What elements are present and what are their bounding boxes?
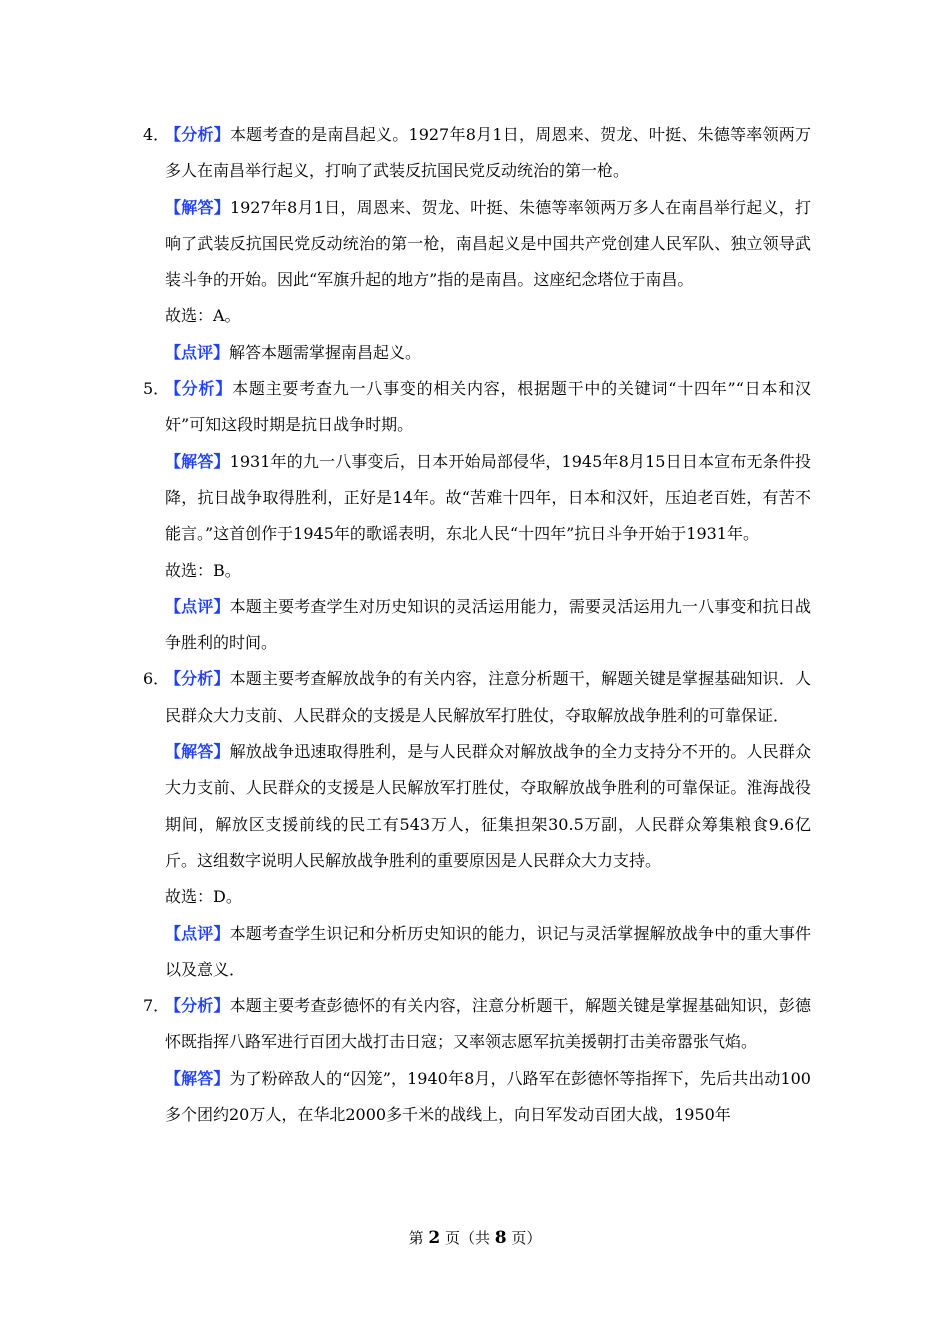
analysis-paragraph (165, 988, 811, 1061)
choice-line: 故选：A。 (165, 306, 241, 326)
choice-line: 故选：D。 (165, 887, 242, 907)
answer-tag: 【解答】 (165, 451, 230, 471)
question-6 (143, 661, 811, 988)
answer-tag: 【解答】 (165, 742, 230, 762)
question-4 (143, 117, 811, 371)
analysis-text: 本题主要考查彭德怀的有关内容，注意分析题干，解题关键是掌握基础知识，彭德怀既指挥八路军进行百团大战打击日寇；又率领志愿军抗美援朝打击美帝嚣张气焰。 (165, 996, 811, 1052)
analysis-tag: 【分析】 (165, 669, 230, 689)
analysis-tag: 【分析】 (165, 125, 230, 144)
comment-text: 本题主要考查学生对历史知识的灵活运用能力，需要灵活运用九一八事变和抗日战争胜利的时间。 (165, 596, 811, 653)
analysis-tag: 【分析】 (165, 996, 230, 1016)
comment-tag: 【点评】 (165, 342, 230, 362)
answer-text: 1927年8月1日，周恩来、贺龙、叶挺、朱德等率领两万多人在南昌举行起义，打响了武装反抗国民党反动统治的第一枪，南昌起义是中国共产党创建人民军队、独立领导武装斗争的开始。因此“军旗升起的地方”指的是南昌。这座纪念塔位于南昌。 (165, 197, 811, 290)
footer-prefix: 第 (408, 1229, 424, 1247)
analysis-text: 本题主要考查九一八事变的相关内容，根据题干中的关键词“十四年”“日本和汉奸”可知这段时期是抗日战争时期。 (165, 379, 811, 435)
answer-text: 1931年的九一八事变后，日本开始局部侵华，1945年8月15日日本宣布无条件投降，抗日战争取得胜利，正好是14年。故“苦难十四年，日本和汉奸，压迫老百姓，有苦不能言。”这首创作于1945年的歌谣表明，东北人民“十四年”抗日斗争开始于1931年。 (165, 451, 811, 544)
question-number: 6． (143, 669, 170, 689)
analysis-paragraph (165, 371, 811, 444)
comment-text: 本题考查学生识记和分析历史知识的能力，识记与灵活掌握解放战争中的重大事件以及意义． (165, 923, 811, 979)
comment-tag: 【点评】 (165, 596, 230, 616)
answer-tag: 【解答】 (165, 197, 230, 217)
question-number: 4． (143, 125, 170, 144)
footer-suffix: 页） (511, 1229, 542, 1247)
analysis-paragraph (165, 117, 811, 190)
question-7 (143, 988, 811, 1133)
answer-content (143, 117, 811, 1133)
choice-line: 故选：B。 (165, 560, 241, 580)
answer-paragraph (165, 734, 811, 879)
analysis-text: 本题主要考查解放战争的有关内容，注意分析题干，解题关键是掌握基础知识．人民群众大力支前、人民群众的支援是人民解放军打胜仗，夺取解放战争胜利的可靠保证． (165, 669, 811, 725)
footer-middle: 页（共 (444, 1229, 490, 1247)
question-5 (143, 371, 811, 661)
page-footer (0, 1227, 950, 1248)
answer-tag: 【解答】 (165, 1068, 230, 1088)
answer-paragraph (165, 444, 811, 553)
comment-paragraph (165, 335, 811, 371)
comment-paragraph (165, 916, 811, 989)
question-number: 5． (143, 379, 170, 399)
comment-paragraph (165, 589, 811, 662)
total-page-number: 8 (494, 1228, 507, 1248)
answer-paragraph (165, 190, 811, 299)
analysis-text: 本题考查的是南昌起义。1927年8月1日，周恩来、贺龙、叶挺、朱德等率领两万多人在南昌举行起义，打响了武装反抗国民党反动统治的第一枪。 (165, 125, 811, 181)
analysis-paragraph (165, 661, 811, 734)
answer-text: 解放战争迅速取得胜利，是与人民群众对解放战争的全力支持分不开的。人民群众大力支前、人民群众的支援是人民解放军打胜仗，夺取解放战争胜利的可靠保证。淮海战役期间，解放区支援前线的民工有543万人，征集担架30.5万副，人民群众筹集粮食9.6亿斤。这组数字说明人民解放战争胜利的重要原因是人民群众大力支持。 (165, 742, 811, 870)
comment-text: 解答本题需掌握南昌起义。 (229, 342, 422, 362)
question-number: 7． (143, 996, 170, 1016)
answer-paragraph (165, 1061, 811, 1134)
comment-tag: 【点评】 (165, 923, 230, 943)
answer-text: 为了粉碎敌人的“囚笼”，1940年8月，八路军在彭德怀等指挥下，先后共出动100多个团约20万人，在华北2000多千米的战线上，向日军发动百团大战，1950年 (165, 1068, 811, 1125)
current-page-number: 2 (428, 1228, 441, 1248)
analysis-tag: 【分析】 (165, 379, 233, 399)
